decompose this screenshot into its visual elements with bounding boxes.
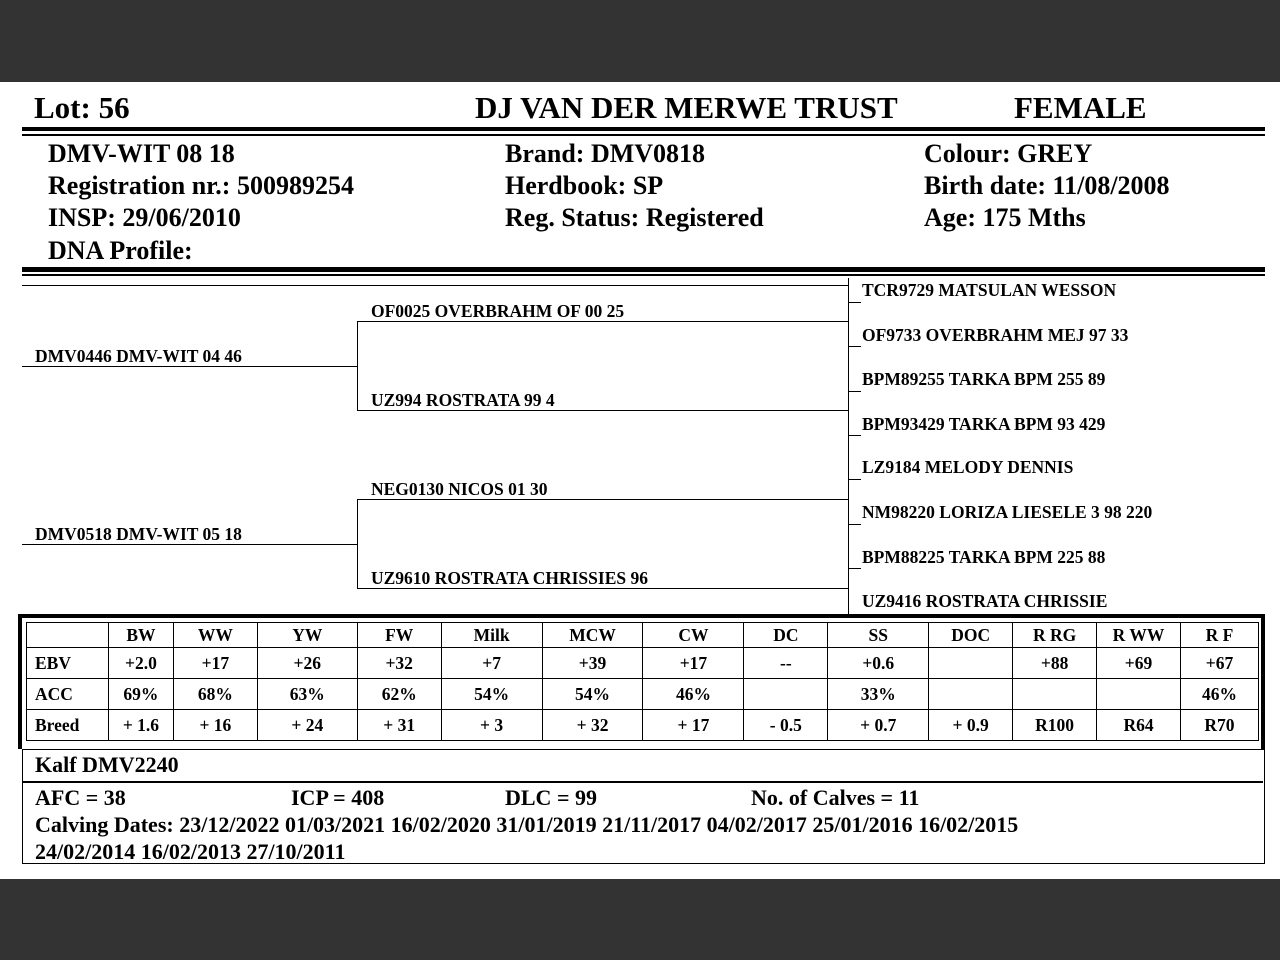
table-cell: +2.0 — [108, 648, 173, 679]
calving-section — [22, 749, 1265, 864]
table-cell: 46% — [643, 679, 744, 710]
number-of-calves: No. of Calves = 11 — [751, 785, 920, 810]
table-cell — [929, 648, 1013, 679]
table-cell: +17 — [173, 648, 257, 679]
table-cell — [1013, 679, 1097, 710]
lot-number: Lot: 56 — [34, 90, 130, 125]
header-rule-thick — [22, 127, 1265, 131]
table-cell — [1097, 679, 1181, 710]
row-label: Breed — [27, 710, 109, 741]
table-cell: + 3 — [441, 710, 542, 741]
pedigree-ggp-2: OF9733 OVERBRAHM MEJ 97 33 — [862, 325, 1129, 345]
age: Age: 175 Mths — [924, 203, 1086, 232]
pedigree-sire-sire: OF0025 OVERBRAHM OF 00 25 — [371, 301, 625, 321]
table-row — [27, 710, 1259, 741]
calving-dates-line-2: 24/02/2014 16/02/2013 27/10/2011 — [35, 839, 346, 864]
inspection-date: INSP: 29/06/2010 — [48, 203, 241, 232]
table-header: YW — [257, 623, 357, 648]
table-header: CW — [643, 623, 744, 648]
table-cell: + 1.6 — [108, 710, 173, 741]
table-cell: + 0.9 — [929, 710, 1013, 741]
row-label: ACC — [27, 679, 109, 710]
table-header: FW — [357, 623, 441, 648]
lot-card — [0, 82, 1280, 879]
pedigree-sire: DMV0446 DMV-WIT 04 46 — [35, 346, 242, 366]
pedigree-ggp-1: TCR9729 MATSULAN WESSON — [862, 280, 1117, 300]
afc: AFC = 38 — [35, 785, 126, 810]
breeder-name: DJ VAN DER MERWE TRUST — [475, 90, 898, 125]
table-header: MCW — [542, 623, 643, 648]
table-cell: + 16 — [173, 710, 257, 741]
pedigree-dam: DMV0518 DMV-WIT 05 18 — [35, 524, 242, 544]
colour: Colour: GREY — [924, 139, 1093, 168]
table-cell: +0.6 — [828, 648, 929, 679]
table-cell: +26 — [257, 648, 357, 679]
table-cell: + 24 — [257, 710, 357, 741]
pedigree-ggp-6: NM98220 LORIZA LIESELE 3 98 220 — [862, 502, 1153, 522]
table-header — [27, 623, 109, 648]
calving-dates-line-1: Calving Dates: 23/12/2022 01/03/2021 16/02/2020 31/01/2019 21/11/2017 04/02/2017 25/01/2016 16/02/2015 — [35, 812, 1019, 837]
row-label: EBV — [27, 648, 109, 679]
table-cell: - 0.5 — [744, 710, 828, 741]
table-cell: 46% — [1180, 679, 1258, 710]
table-cell: 68% — [173, 679, 257, 710]
table-cell — [929, 679, 1013, 710]
registration-number: Registration nr.: 500989254 — [48, 171, 354, 200]
table-cell: 54% — [542, 679, 643, 710]
table-cell: R100 — [1013, 710, 1097, 741]
table-cell: -- — [744, 648, 828, 679]
table-cell: + 17 — [643, 710, 744, 741]
table-cell: 63% — [257, 679, 357, 710]
dna-profile: DNA Profile: — [48, 236, 193, 265]
dlc: DLC = 99 — [505, 785, 597, 810]
table-cell: +67 — [1180, 648, 1258, 679]
table-header: SS — [828, 623, 929, 648]
table-cell: +32 — [357, 648, 441, 679]
table-row — [27, 648, 1259, 679]
pedigree-dam-sire: NEG0130 NICOS 01 30 — [371, 479, 548, 499]
table-cell: 33% — [828, 679, 929, 710]
header-rule-thin — [22, 134, 1265, 136]
table-cell: 54% — [441, 679, 542, 710]
info-rule-thin — [22, 274, 1265, 276]
icp: ICP = 408 — [291, 785, 385, 810]
table-cell: R70 — [1180, 710, 1258, 741]
table-cell: R64 — [1097, 710, 1181, 741]
table-cell: +7 — [441, 648, 542, 679]
ebv-table — [26, 622, 1259, 741]
table-row — [27, 679, 1259, 710]
table-cell: +88 — [1013, 648, 1097, 679]
calf-divider — [23, 781, 1263, 783]
table-header: R F — [1180, 623, 1258, 648]
ebv-header-row — [27, 623, 1259, 648]
table-header: BW — [108, 623, 173, 648]
table-header: Milk — [441, 623, 542, 648]
pedigree-ggp-3: BPM89255 TARKA BPM 255 89 — [862, 369, 1106, 389]
pedigree-ggp-4: BPM93429 TARKA BPM 93 429 — [862, 414, 1106, 434]
registration-status: Reg. Status: Registered — [505, 203, 764, 232]
table-header: R RG — [1013, 623, 1097, 648]
table-header: DC — [744, 623, 828, 648]
table-header: R WW — [1097, 623, 1181, 648]
pedigree-sire-dam: UZ994 ROSTRATA 99 4 — [371, 390, 555, 410]
pedigree-ggp-5: LZ9184 MELODY DENNIS — [862, 457, 1074, 477]
table-cell: +39 — [542, 648, 643, 679]
pedigree-dam-dam: UZ9610 ROSTRATA CHRISSIES 96 — [371, 568, 648, 588]
table-cell: + 0.7 — [828, 710, 929, 741]
pedigree-ggp-8: UZ9416 ROSTRATA CHRISSIE — [862, 591, 1108, 611]
sex-label: FEMALE — [1014, 90, 1147, 125]
table-cell: +17 — [643, 648, 744, 679]
brand: Brand: DMV0818 — [505, 139, 706, 168]
table-cell: 69% — [108, 679, 173, 710]
table-cell — [744, 679, 828, 710]
herdbook: Herdbook: SP — [505, 171, 664, 200]
info-rule-thick — [22, 267, 1265, 272]
table-cell: 62% — [357, 679, 441, 710]
birth-date: Birth date: 11/08/2008 — [924, 171, 1170, 200]
pedigree-ggp-7: BPM88225 TARKA BPM 225 88 — [862, 547, 1106, 567]
calf-id: Kalf DMV2240 — [35, 752, 179, 777]
animal-name: DMV-WIT 08 18 — [48, 139, 235, 168]
table-cell: + 31 — [357, 710, 441, 741]
table-header: DOC — [929, 623, 1013, 648]
table-cell: +69 — [1097, 648, 1181, 679]
table-header: WW — [173, 623, 257, 648]
table-cell: + 32 — [542, 710, 643, 741]
